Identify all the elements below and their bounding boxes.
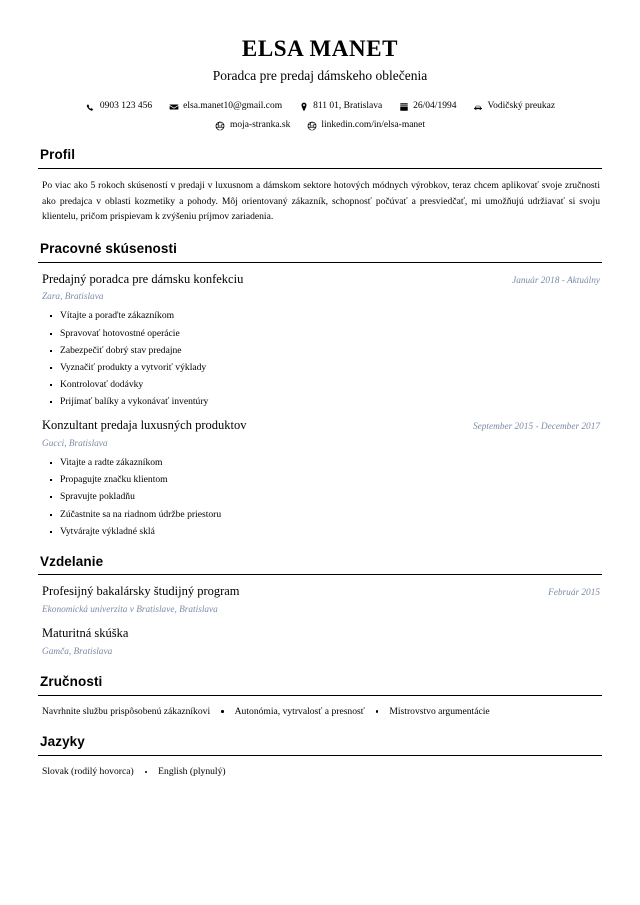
resume-entry xyxy=(38,584,602,616)
section-title-skills: Zručnosti xyxy=(40,673,103,689)
car-icon xyxy=(472,102,483,113)
candidate-role: Poradca pre predaj dámskeho oblečenia xyxy=(212,68,428,84)
phone-icon xyxy=(85,102,96,113)
section-title-languages: Jazyky xyxy=(40,734,85,750)
section-profile xyxy=(38,147,602,224)
contact-text: moja-stranka.sk xyxy=(229,119,291,130)
contact-item[interactable] xyxy=(306,120,425,131)
contact-text: 811 01, Bratislava xyxy=(313,101,383,112)
list-item: Autonómia, vytrvalosť a presnosť xyxy=(234,705,365,717)
contact-item[interactable] xyxy=(85,101,152,112)
resume-entry xyxy=(38,626,602,658)
contact-row-primary xyxy=(38,101,602,112)
list-item: Spravujte pokladňu xyxy=(38,492,602,503)
calendar-icon xyxy=(398,102,409,113)
entry-organization: Zara, Bratislava xyxy=(42,292,104,303)
contact-item[interactable] xyxy=(298,101,382,112)
skills-list xyxy=(42,705,602,718)
list-item: Zúčastnite sa na riadnom údržbe priestoru xyxy=(38,510,602,521)
globe-icon xyxy=(215,120,226,131)
list-item: Vyznačiť produkty a vytvoriť výklady xyxy=(38,363,602,374)
location-pin-icon xyxy=(298,102,309,113)
contact-text: linkedin.com/in/elsa-manet xyxy=(321,119,426,130)
profile-summary-text: Po viac ako 5 rokoch skúseností v predaji v luxusnom a dámskom sektore hotových módnych výrobkov, teraz chcem aplikovať svoje zručnosti ako predajca v oblasti kozmetiky a pohody. Môj orientovaný zákazník, schopnosť počúvať a presviedčať, mi umožňujú udržiavať si svoju klientelu, pričom prispievam k zvýšeniu príjmov zariadenia. xyxy=(42,180,600,223)
resume-header xyxy=(38,36,602,131)
list-item: Vytvárajte výkladné sklá xyxy=(38,527,602,538)
list-item: Spravovať hotovostné operácie xyxy=(38,329,602,340)
separator-dot xyxy=(145,771,148,774)
entry-bullet-list xyxy=(38,458,602,538)
entry-title: Konzultant predaja luxusných produktov xyxy=(42,418,247,433)
languages-list xyxy=(42,765,602,778)
entry-organization: Gucci, Bratislava xyxy=(42,438,108,449)
list-item: Propagujte značku klientom xyxy=(38,475,602,486)
entry-header xyxy=(38,418,602,434)
contact-text: 0903 123 456 xyxy=(99,101,153,112)
globe-icon xyxy=(306,120,317,131)
entry-bullet-list xyxy=(38,311,602,408)
resume-entry xyxy=(38,418,602,537)
entry-organization: Gamča, Bratislava xyxy=(42,646,113,657)
list-item: Slovak (rodilý hovorca) xyxy=(42,766,134,778)
section-divider xyxy=(38,755,602,756)
entry-date: Január 2018 - Aktuálny xyxy=(512,275,600,286)
entry-header xyxy=(38,584,602,600)
contact-text: Vodičský preukaz xyxy=(487,101,556,112)
section-experience xyxy=(38,241,602,538)
entry-header xyxy=(38,272,602,288)
separator-dot xyxy=(376,710,379,713)
contact-text: 26/04/1994 xyxy=(413,101,457,112)
contact-row-secondary xyxy=(38,120,602,131)
list-item: Navrhnite službu prispôsobenú zákazníkovi xyxy=(42,705,211,717)
entry-header xyxy=(38,626,602,642)
section-divider xyxy=(38,695,602,696)
email-icon xyxy=(168,102,179,113)
list-item: English (plynulý) xyxy=(158,766,226,778)
contact-item[interactable] xyxy=(472,101,555,112)
separator-dot xyxy=(221,710,224,713)
list-item: Mistrovstvo argumentácie xyxy=(389,705,490,717)
section-languages xyxy=(38,734,602,778)
entry-date: Február 2015 xyxy=(548,588,600,599)
section-divider xyxy=(38,168,602,169)
contact-text: elsa.manet10@gmail.com xyxy=(183,101,283,112)
contact-item[interactable] xyxy=(215,120,290,131)
candidate-name: ELSA MANET xyxy=(241,36,399,61)
entry-title: Predajný poradca pre dámsku konfekciu xyxy=(42,271,244,286)
list-item: Kontrolovať dodávky xyxy=(38,380,602,391)
list-item: Zabezpečiť dobrý stav predajne xyxy=(38,346,602,357)
section-title-experience: Pracovné skúsenosti xyxy=(40,240,177,256)
section-skills xyxy=(38,674,602,718)
list-item: Prijímať balíky a vykonávať inventúry xyxy=(38,397,602,408)
list-item: Vítajte a poraďte zákazníkom xyxy=(38,311,602,322)
entry-title: Profesijný bakalársky študijný program xyxy=(42,584,240,599)
contact-item[interactable] xyxy=(168,101,282,112)
section-title-education: Vzdelanie xyxy=(40,553,104,569)
section-divider xyxy=(38,574,602,575)
entry-title: Maturitná skúška xyxy=(42,626,129,641)
section-divider xyxy=(38,262,602,263)
list-item: Vitajte a radte zákazníkom xyxy=(38,458,602,469)
resume-entry xyxy=(38,272,602,409)
entry-organization: Ekonomická univerzita v Bratislave, Bratislava xyxy=(42,605,218,616)
section-education xyxy=(38,554,602,658)
section-title-profile: Profil xyxy=(40,147,76,163)
contact-item[interactable] xyxy=(398,101,456,112)
entry-date: September 2015 - December 2017 xyxy=(472,422,600,433)
